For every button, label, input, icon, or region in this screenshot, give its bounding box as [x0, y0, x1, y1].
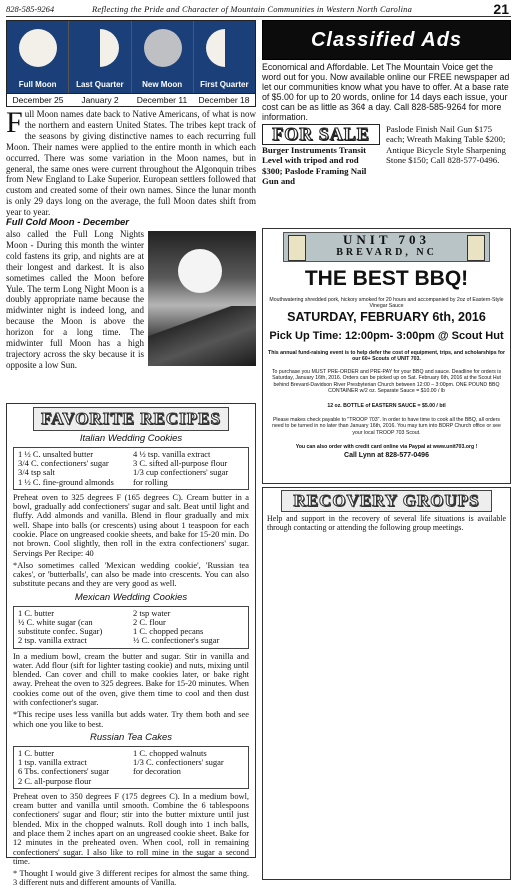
ingredients-list: 1 C. butter 2 tsp water ½ C. white sugar (can 2 C. flour substitute confec. Sugar) 1 C. chopped pecans 2 tsp. vanilla extract ½ C. confectioner's sugar	[13, 606, 249, 649]
moon-full: Full Moon	[7, 21, 69, 93]
header-phone: 828-585-9264	[6, 4, 55, 14]
left-column	[6, 20, 256, 888]
ingredients-list: 1 C. butter 1 C. chopped walnuts 1 tsp. vanilla extract 1/3 C. confectioners' sugar 6 Tbs. confectioners' sugar for decoration 2 C. all-purpose flour	[13, 746, 249, 789]
recipe-directions: Preheat oven to 350 degrees F (175 degrees C). In a medium bowl, cream butter and vanilla until smooth. Combine the 6 tablespoons confectioners' sugar and flour; stir into the butter mixture until just blended. Mix in the chopped walnuts. Roll dough into 1 inch balls, and place them 2 inches apart on an ungreased cookie sheet. Bake for 12 minutes in the preheated oven. When cool, roll in remaining confectioners' sugar. I also like to roll mine in the sugar a second time.	[13, 791, 249, 866]
page-number: 21	[493, 1, 509, 17]
for-sale-items-left: Burger Instruments Transit Level with tripod and rod $300; Paslode Framing Nail Gun and	[262, 145, 367, 187]
recipe-directions: Preheat oven to 325 degrees F (165 degrees C). Cream butter in a bowl, gradually add confectioners' sugar and salt. Beat until light and fluffy. Add almonds and vanilla. Blend in flour gradually and mix well. Shape into balls (or crescents) using about 1 teaspoon for each cookie. Place on ungreased cookie sheets, and bake for 15-20 min. Do not brown. Cool slightly, then roll in the extra confectioners' sugar. Servings Per Recipe: 40	[13, 492, 249, 558]
bbq-sauce-price: 12 oz. BOTTLE of EASTERN SAUCE = $5.00 / btl	[327, 403, 446, 409]
bbq-flyer	[262, 228, 511, 484]
recovery-groups-box	[262, 487, 511, 880]
bbq-contact: Call Lynn at 828-577-0496	[344, 452, 429, 459]
unit-number: UNIT 703	[342, 232, 431, 247]
ingredients-list: 1 ½ C. unsalted butter 4 ½ tsp. vanilla extract 3/4 C. confectioners' sugar 3 C. sifted all-purpose flour 3/4 tsp salt 1/3 cup confectioners' sugar 1 ½ C. fine-ground almonds for rolling	[13, 447, 249, 490]
moon-subtitle: Full Cold Moon - December	[6, 217, 129, 229]
bbq-pickup: Pick Up Time: 12:00pm- 3:00pm @ Scout Hut	[269, 330, 504, 342]
moon-article-body: also called the Full Long Nights Moon - During this month the winter cold fastens its grip, and nights are at their longest and darkest. It is also sometimes called the Moon before Yule. The term Long Night Moon is a doubly appropriate name because the midwinter night is indeed long, and because the Moon is above the horizon for a long time. The midwinter full Moon has a high trajectory across the sky because it is opposite a low Sun.	[6, 228, 144, 370]
recipe-note: *Also sometimes called 'Mexican wedding cookie', 'Russian tea cakes', or 'butterballs', can also be made into crescents. You can also substitute pecans and they are very good as well.	[13, 560, 249, 589]
classified-ads-text: Economical and Affordable. Let The Mountain Voice get the word out for you. Now available online our FREE newspaper ad let our communities know what you have to offer. At a base rate of $5.00 for up to 20 words, online for 14 days each issue, your cost can be as little as 36¢ a day. Call 828-585-9264 for more information.	[262, 62, 510, 122]
recovery-intro: Help and support in the recovery of several life situations is available through contacting or attending the following group meetings.	[267, 514, 506, 533]
moon-article-intro: ull Moon names date back to Native Americans, of what is now the northern and eastern United States. The tribes kept track of the seasons by giving distinctive names to each recurring full Moon. Their names were applied to the entire month in which each occurred. There was some variation in the Moon names, but in general, the same ones were current throughout the Algonquin tribes from New England to Lake Superior. European settlers followed that custom and created some of their own names. Since the lunar month is only 29 days long on the average, the full Moon dates shift from year to year.	[6, 109, 256, 218]
new-moon-icon	[144, 29, 182, 67]
classified-ads-title: Classified Ads	[310, 29, 463, 51]
unit-banner	[283, 232, 490, 262]
full-moon-icon	[19, 29, 57, 67]
scout-emblem-icon	[288, 235, 306, 261]
moon-photo	[148, 231, 256, 366]
scout-emblem-icon	[467, 235, 485, 261]
moon-phases	[6, 20, 256, 94]
unit-location: BREVARD, NC	[336, 247, 437, 258]
moon-first-quarter: First Quarter	[194, 21, 255, 93]
right-column	[262, 20, 511, 880]
bbq-subtitle: Mouthwatering shredded pork, hickory smoked for 20 hours and accompanied by 2oz of Eastern-Style Vinegar Sauce	[269, 297, 504, 310]
favorite-recipes-box	[6, 403, 256, 888]
bbq-title: THE BEST BBQ!	[304, 267, 469, 290]
last-quarter-moon-icon	[81, 29, 119, 67]
recipe-name: Italian Wedding Cookies	[79, 433, 183, 444]
bbq-date: SATURDAY, FEBRUARY 6th, 2016	[287, 310, 486, 324]
moon-last-quarter: Last Quarter	[69, 21, 131, 93]
bbq-purpose: This annual fund-raising event is to help defer the cost of equipment, trips, and scholarships for our 60+ Scouts of UNIT 703.	[268, 350, 505, 363]
for-sale-ad	[262, 124, 511, 224]
moon-article	[6, 106, 256, 401]
drop-cap: F	[6, 106, 23, 139]
bbq-payment-info: Please makes check payable to "TROOP 703". In order to have time to cook all the BBQ, all orders need to be turned in no later than January 16th, 2016. You may turn into BDRP Church office or see your local TROOP 703 Scout.	[272, 417, 501, 436]
first-quarter-moon-icon	[206, 29, 244, 67]
page-header	[6, 2, 511, 17]
recipe-name: Mexican Wedding Cookies	[74, 591, 188, 603]
moon-new: New Moon	[132, 21, 194, 93]
recipe-directions: In a medium bowl, cream the butter and sugar. Stir in vanilla and water. Add flour (sift for lighter tasting cookie) and nuts, mixing until blended. Can cover and chill to make cookies later, or bake right away. Preheat the oven to 325 degrees. Bake for 15-20 minutes. When cookies come out of the oven, give them time to cool and then dust with confectioner's sugar.	[13, 651, 249, 708]
bbq-online-order: You can also order with credit card online via Paypal at www.unit703.org !	[295, 444, 478, 450]
for-sale-title: FOR SALE	[262, 124, 380, 145]
recipe-note: * Thought I would give 3 different recipes for almost the same thing. 3 different nuts and different amounts of Vanilla.	[13, 869, 249, 888]
moon-dates: December 25 January 2 December 11 December 18	[6, 94, 256, 107]
recipe-name: Russian Tea Cakes	[89, 731, 173, 743]
for-sale-items-right: Paslode Finish Nail Gun $175 each; Wreath Making Table $200; Antique Bicycle Style Sharpening Stone $150; Call 828-577-0496.	[386, 124, 506, 166]
bbq-order-info: To purchase you MUST PRE-ORDER and PRE-PAY for your BBQ and sauce. Deadline for orders is Saturday, January 16th, 2016. Orders can be picked up on Sat. February 6th, 2016 at the Scout Hut behind Brevard-Davidson River Presbyterian Church between 12:00 – 3:00pm. ONE POUND BBQ CONTAINER w/2 oz. Separate Sauce = $10.00 / lb	[271, 369, 502, 394]
header-tagline: Reflecting the Pride and Character of Mountain Communities in Western North Carolina	[92, 4, 413, 14]
recovery-title: RECOVERY GROUPS	[281, 490, 492, 512]
recipes-title: FAVORITE RECIPES	[33, 407, 229, 431]
recipe-note: *This recipe uses less vanilla but adds water. Try them both and see which one you like to best.	[13, 710, 249, 729]
classified-ads-banner	[262, 20, 511, 60]
